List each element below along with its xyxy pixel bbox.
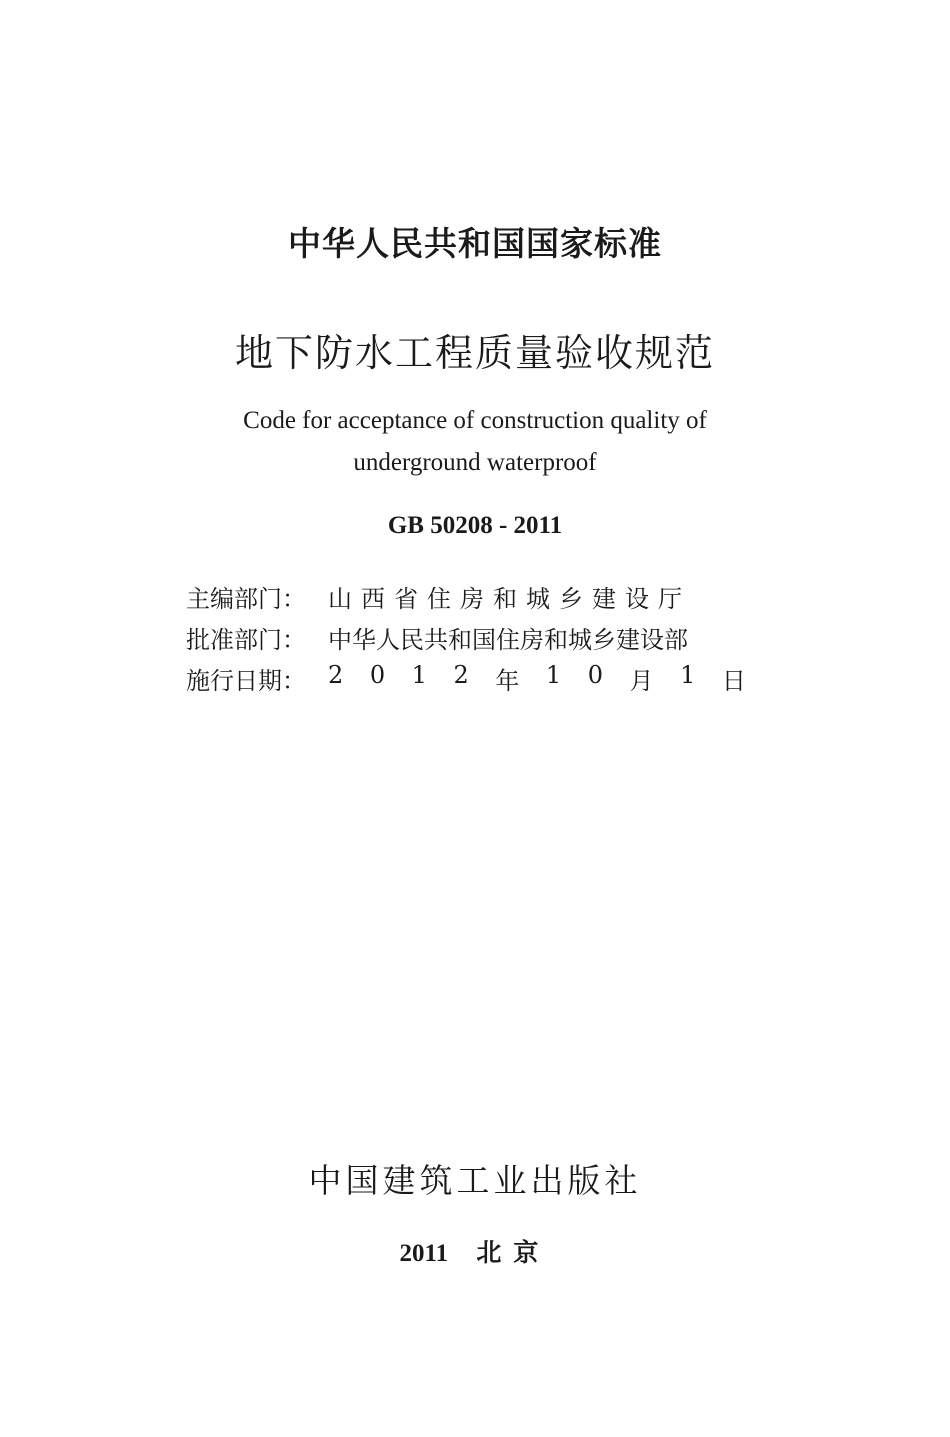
english-title-line-2: underground waterproof: [353, 449, 597, 476]
info-block: [186, 576, 746, 699]
date-unit-day: 日: [721, 667, 746, 695]
date-digit: 1: [411, 661, 427, 689]
date-digit: 1: [545, 661, 562, 689]
imprint: [0, 1233, 950, 1269]
imprint-city: 北京: [476, 1238, 551, 1267]
date-digit: 0: [587, 661, 603, 689]
effective-date-row: [186, 658, 746, 699]
chief-editor-row: [186, 576, 746, 617]
date-unit-month: 月: [629, 667, 654, 695]
chief-editor-label: 主编部门：: [186, 585, 306, 613]
date-digit: 2: [328, 661, 344, 689]
date-digit: 0: [369, 661, 386, 689]
date-digit: 1: [680, 661, 696, 689]
approver-label: 批准部门：: [186, 626, 306, 654]
standard-code: GB 50208 - 2011: [387, 512, 563, 539]
imprint-year: 2011: [399, 1240, 449, 1267]
english-title: [0, 400, 950, 484]
publisher-name: 中国建筑工业出版社: [308, 1161, 642, 1200]
approver-value: 中华人民共和国住房和城乡建设部: [328, 626, 688, 654]
document-title: 地下防水工程质量验收规范: [234, 331, 715, 375]
date-unit-year: 年: [495, 667, 520, 695]
effective-date-label: 施行日期：: [186, 667, 306, 695]
effective-date-value: [328, 661, 746, 696]
english-title-line-1: Code for acceptance of construction quality of: [243, 407, 707, 434]
date-digit: 2: [453, 661, 469, 689]
approver-row: [186, 617, 746, 658]
standard-series: 中华人民共和国国家标准: [288, 224, 662, 263]
chief-editor-value: 山西省住房和城乡建设厅: [328, 585, 691, 613]
